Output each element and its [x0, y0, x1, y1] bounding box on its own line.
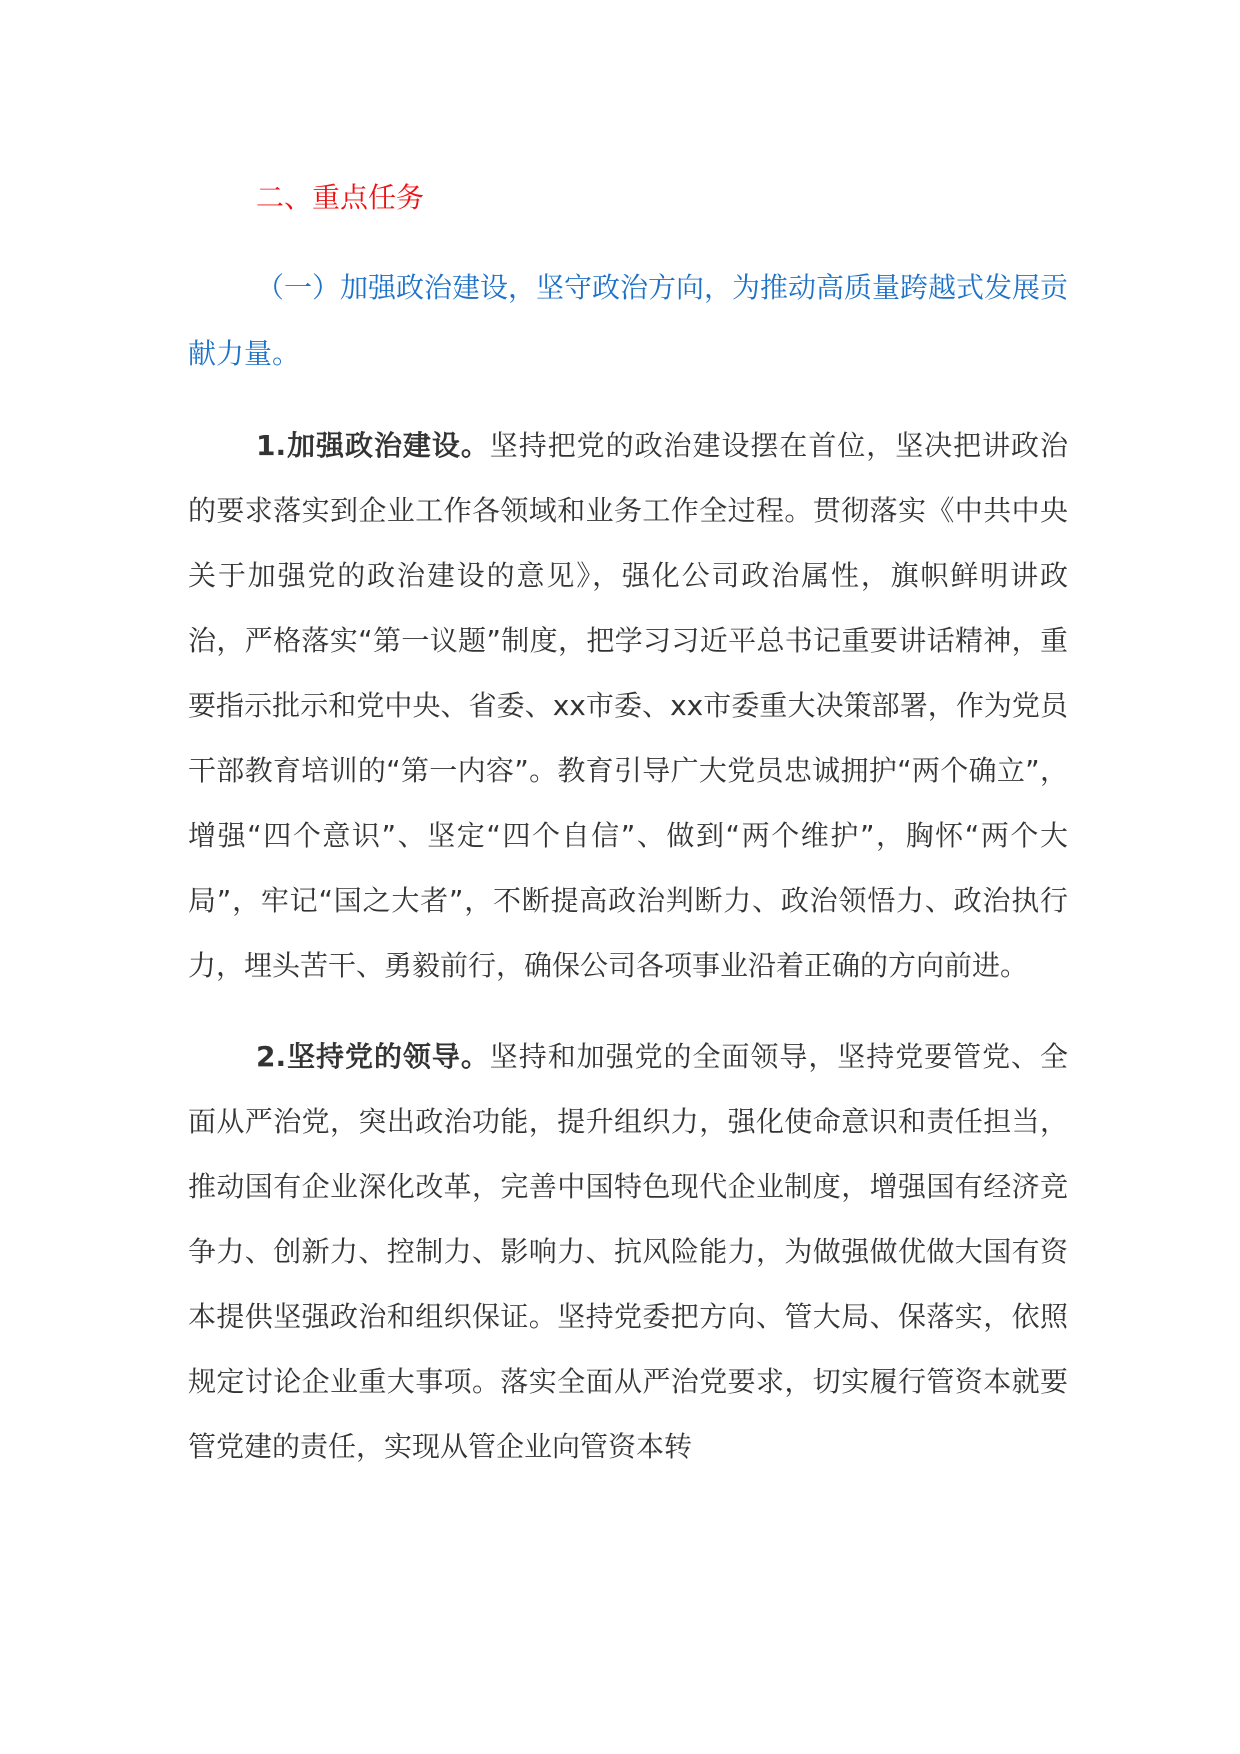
section-heading: 二、重点任务: [256, 181, 425, 214]
paragraph-text: 坚持和加强党的全面领导，坚持党要管党、全面从严治党，突出政治功能，提升组织力，强化使命意识和责任担当，推动国有企业深化改革，完善中国特色现代企业制度，增强国有经济竞争力、创新力、控制力、影响力、抗风险能力，为做强做优做大国有资本提供坚强政治和组织保证。坚持党委把方向、管大局、保落实，依照规定讨论企业重大事项。落实全面从严治党要求，切实履行管资本就要管党建的责任，实现从管企业向管资本转: [188, 1040, 1068, 1463]
document-content: [188, 165, 1068, 1479]
paragraph-lead: 1.加强政治建设。: [256, 429, 490, 462]
subsection-heading: （一）加强政治建设，坚守政治方向，为推动高质量跨越式发展贡献力量。: [188, 271, 1069, 370]
paragraph-party-leadership: [188, 1024, 1068, 1479]
paragraph-lead: 2.坚持党的领导。: [256, 1040, 490, 1073]
paragraph-political-building: [188, 413, 1068, 998]
paragraph-text: 坚持把党的政治建设摆在首位，坚决把讲政治的要求落实到企业工作各领域和业务工作全过程。贯彻落实《中共中央关于加强党的政治建设的意见》，强化公司政治属性，旗帜鲜明讲政治，严格落实“第一议题”制度，把学习习近平总书记重要讲话精神，重要指示批示和党中央、省委、xx市委、xx市委重大决策部署，作为党员干部教育培训的“第一内容”。教育引导广大党员忠诚拥护“两个确立”，增强“四个意识”、坚定“四个自信”、做到“两个维护”，胸怀“两个大局”，牢记“国之大者”，不断提高政治判断力、政治领悟力、政治执行力，埋头苦干、勇毅前行，确保公司各项事业沿着正确的方向前进。: [188, 429, 1068, 982]
